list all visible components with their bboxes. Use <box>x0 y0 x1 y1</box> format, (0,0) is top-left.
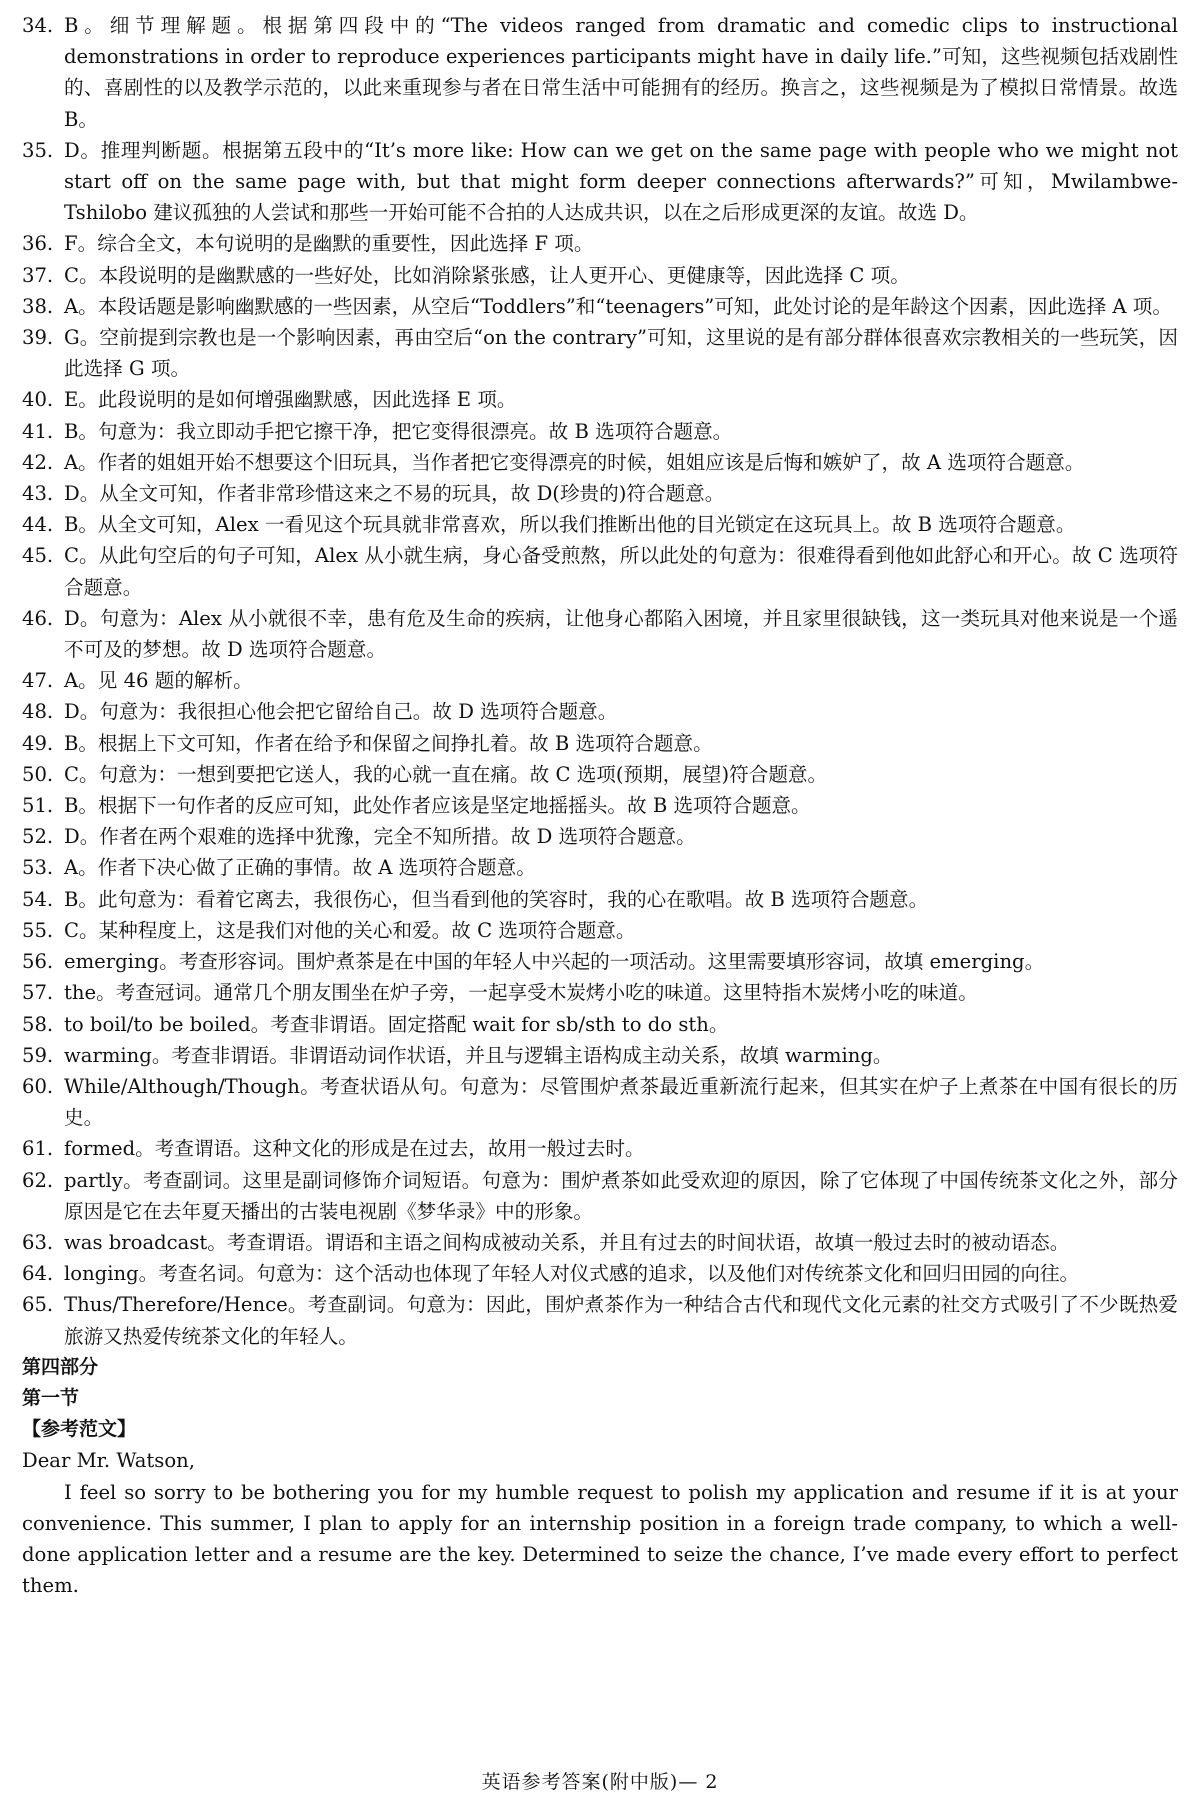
answer-item <box>22 10 1178 135</box>
answer-item <box>22 915 1178 946</box>
answer-item <box>22 790 1178 821</box>
answer-item <box>22 603 1178 665</box>
answer-text: was broadcast。考查谓语。谓语和主语之间构成被动关系，并且有过去的时间状语，故填一般过去时的被动语态。 <box>64 1230 1070 1254</box>
answer-text: E。此段说明的是如何增强幽默感，因此选择 E 项。 <box>64 388 517 412</box>
answer-text: A。作者下决心做了正确的事情。故 A 选项符合题意。 <box>64 856 536 880</box>
subsection-heading: 第一节 <box>22 1386 80 1409</box>
answer-text: Thus/Therefore/Hence。考查副词。句意为：因此，围炉煮茶作为一种结合古代和现代文化元素的社交方式吸引了不少既热爱旅游又热爱传统茶文化的年轻人。 <box>64 1293 1178 1348</box>
answer-text: to boil/to be boiled。考查非谓语。固定搭配 wait for sb/sth to do sth。 <box>64 1012 729 1036</box>
answer-text: C。某种程度上，这是我们对他的关心和爱。故 C 选项符合题意。 <box>64 918 636 942</box>
answer-text: A。作者的姐姐开始不想要这个旧玩具，当作者把它变得漂亮的时候，姐姐应该是后悔和嫉妒了，故 A 选项符合题意。 <box>64 450 1085 474</box>
answer-text: B。根据下一句作者的反应可知，此处作者应该是坚定地摇摇头。故 B 选项符合题意。 <box>64 794 811 818</box>
answer-text: F。综合全文，本句说明的是幽默的重要性，因此选择 F 项。 <box>64 232 594 256</box>
answer-item <box>22 728 1178 759</box>
answer-item <box>22 416 1178 447</box>
answer-number: 47. <box>22 669 54 693</box>
essay-paragraph: I feel so sorry to be bothering you for my humble request to polish my application and resume if it is at your convenience. This summer, I plan to apply for an internship position in a foreign trade company, to which a well-done application letter and a resume are the key. Determined to seize the chance, I’ve made every effort to perfect them. <box>22 1480 1178 1598</box>
answer-number: 58. <box>22 1012 54 1036</box>
answer-text: G。空前提到宗教也是一个影响因素，再由空后“on the contrary”可知，这里说的是有部分群体很喜欢宗教相关的一些玩笑，因此选择 G 项。 <box>64 326 1178 381</box>
answer-text: emerging。考查形容词。围炉煮茶是在中国的年轻人中兴起的一项活动。这里需要填形容词，故填 emerging。 <box>64 950 1045 974</box>
answer-item <box>22 322 1178 384</box>
answer-text: While/Although/Though。考查状语从句。句意为：尽管围炉煮茶最近重新流行起来，但其实在炉子上煮茶在中国有很长的历史。 <box>64 1074 1178 1130</box>
answer-number: 43. <box>22 482 54 506</box>
answer-item <box>22 759 1178 790</box>
answer-text: A。见 46 题的解析。 <box>64 669 253 693</box>
answer-item <box>22 665 1178 696</box>
answer-number: 48. <box>22 700 54 724</box>
answer-text: C。从此句空后的句子可知，Alex 从小就生病，身心备受煎熬，所以此处的句意为：很难得看到他如此舒心和开心。故 C 选项符合题意。 <box>64 544 1178 599</box>
answer-number: 62. <box>22 1168 54 1192</box>
answer-list <box>22 10 1178 1352</box>
answer-text: C。本段说明的是幽默感的一些好处，比如消除紧张感，让人更开心、更健康等，因此选择 C 项。 <box>64 263 910 287</box>
sample-essay-label: 【参考范文】 <box>22 1418 137 1441</box>
answer-number: 42. <box>22 450 54 474</box>
answer-item <box>22 1227 1178 1258</box>
answer-item <box>22 228 1178 259</box>
answer-number: 38. <box>22 294 54 318</box>
answer-number: 49. <box>22 731 54 755</box>
answer-number: 61. <box>22 1137 54 1161</box>
answer-item <box>22 1289 1178 1351</box>
answer-number: 50. <box>22 762 54 786</box>
part-heading: 第四部分 <box>22 1355 99 1378</box>
document-page <box>22 10 1178 1601</box>
answer-item <box>22 1071 1178 1133</box>
answer-text: B。句意为：我立即动手把它擦干净，把它变得很漂亮。故 B 选项符合题意。 <box>64 419 733 443</box>
answer-number: 45. <box>22 544 54 568</box>
answer-text: D。从全文可知，作者非常珍惜这来之不易的玩具，故 D(珍贵的)符合题意。 <box>64 482 725 506</box>
answer-number: 44. <box>22 513 54 537</box>
essay-salutation: Dear Mr. Watson, <box>22 1449 196 1473</box>
answer-text: C。句意为：一想到要把它送人，我的心就一直在痛。故 C 选项(预期，展望)符合题意。 <box>64 762 828 786</box>
answer-item <box>22 1133 1178 1164</box>
answer-item <box>22 946 1178 977</box>
answer-item <box>22 1165 1178 1227</box>
answer-text: partly。考查副词。这里是副词修饰介词短语。句意为：围炉煮茶如此受欢迎的原因，除了它体现了中国传统茶文化之外，部分原因是它在去年夏天播出的古装电视剧《梦华录》中的形象。 <box>64 1168 1178 1223</box>
answer-number: 53. <box>22 856 54 880</box>
answer-number: 65. <box>22 1293 54 1317</box>
answer-number: 40. <box>22 388 54 412</box>
answer-item <box>22 135 1178 229</box>
answer-text: formed。考查谓语。这种文化的形成是在过去，故用一般过去时。 <box>64 1137 645 1161</box>
answer-number: 56. <box>22 950 54 974</box>
answer-number: 63. <box>22 1230 54 1254</box>
answer-text: B。此句意为：看着它离去，我很伤心，但当看到他的笑容时，我的心在歌唱。故 B 选项符合题意。 <box>64 887 929 911</box>
answer-number: 39. <box>22 326 54 350</box>
answer-item <box>22 260 1178 291</box>
answer-number: 54. <box>22 887 54 911</box>
answer-item <box>22 478 1178 509</box>
answer-item <box>22 1258 1178 1289</box>
answer-item <box>22 696 1178 727</box>
answer-text: D。句意为：Alex 从小就很不幸，患有危及生命的疾病，让他身心都陷入困境，并且家里很缺钱，这一类玩具对他来说是一个遥不可及的梦想。故 D 选项符合题意。 <box>64 606 1178 662</box>
answer-number: 37. <box>22 263 54 287</box>
answer-text: A。本段话题是影响幽默感的一些因素，从空后“Toddlers”和“teenagers”可知，此处讨论的是年龄这个因素，因此选择 A 项。 <box>64 294 1172 318</box>
answer-number: 59. <box>22 1043 54 1067</box>
answer-text: D。句意为：我很担心他会把它留给自己。故 D 选项符合题意。 <box>64 700 618 724</box>
answer-number: 55. <box>22 918 54 942</box>
answer-item <box>22 852 1178 883</box>
answer-text: longing。考查名词。句意为：这个活动也体现了年轻人对仪式感的追求，以及他们对传统茶文化和回归田园的向往。 <box>64 1262 1080 1286</box>
answer-number: 46. <box>22 606 54 630</box>
answer-text: the。考查冠词。通常几个朋友围坐在炉子旁，一起享受木炭烤小吃的味道。这里特指木炭烤小吃的味道。 <box>64 981 978 1005</box>
answer-text: B。细节理解题。根据第四段中的“The videos ranged from dramatic and comedic clips to instructional demonstrations in order to reproduce experiences participants might have in daily life.”可知，这些视频包括戏剧性的、喜剧性的以及教学示范的，以此来重现参与者在日常生活中可能拥有的经历。换言之，这些视频是为了模拟日常情景。故选 B。 <box>64 14 1178 131</box>
answer-number: 52. <box>22 825 54 849</box>
page-footer: 英语参考答案(附中版)— 2 <box>481 1771 719 1793</box>
answer-text: D。推理判断题。根据第五段中的“It’s more like: How can we get on the same page with people who we might not start off on the same page with, but that might form deeper connections afterwards?”可知，Mwilambwe-Tshilobo 建议孤独的人尝试和那些一开始可能不合拍的人达成共识，以在之后形成更深的友谊。故选 D。 <box>64 138 1178 225</box>
answer-text: warming。考查非谓语。非谓语动词作状语，并且与逻辑主语构成主动关系，故填 warming。 <box>64 1043 893 1067</box>
answer-item <box>22 384 1178 415</box>
answer-number: 36. <box>22 232 54 256</box>
answer-item <box>22 291 1178 322</box>
answer-item <box>22 884 1178 915</box>
answer-number: 64. <box>22 1262 54 1286</box>
answer-item <box>22 540 1178 602</box>
answer-number: 51. <box>22 794 54 818</box>
answer-number: 34. <box>22 14 54 37</box>
answer-text: D。作者在两个艰难的选择中犹豫，完全不知所措。故 D 选项符合题意。 <box>64 825 696 849</box>
answer-number: 35. <box>22 138 54 162</box>
answer-number: 41. <box>22 419 54 443</box>
answer-number: 57. <box>22 981 54 1005</box>
answer-item <box>22 977 1178 1008</box>
answer-text: B。从全文可知，Alex 一看见这个玩具就非常喜欢，所以我们推断出他的目光锁定在这玩具上。故 B 选项符合题意。 <box>64 513 1076 537</box>
answer-text: B。根据上下文可知，作者在给予和保留之间挣扎着。故 B 选项符合题意。 <box>64 731 713 755</box>
answer-number: 60. <box>22 1074 54 1098</box>
answer-item <box>22 509 1178 540</box>
answer-item <box>22 447 1178 478</box>
answer-item <box>22 1040 1178 1071</box>
answer-item <box>22 821 1178 852</box>
answer-item <box>22 1009 1178 1040</box>
